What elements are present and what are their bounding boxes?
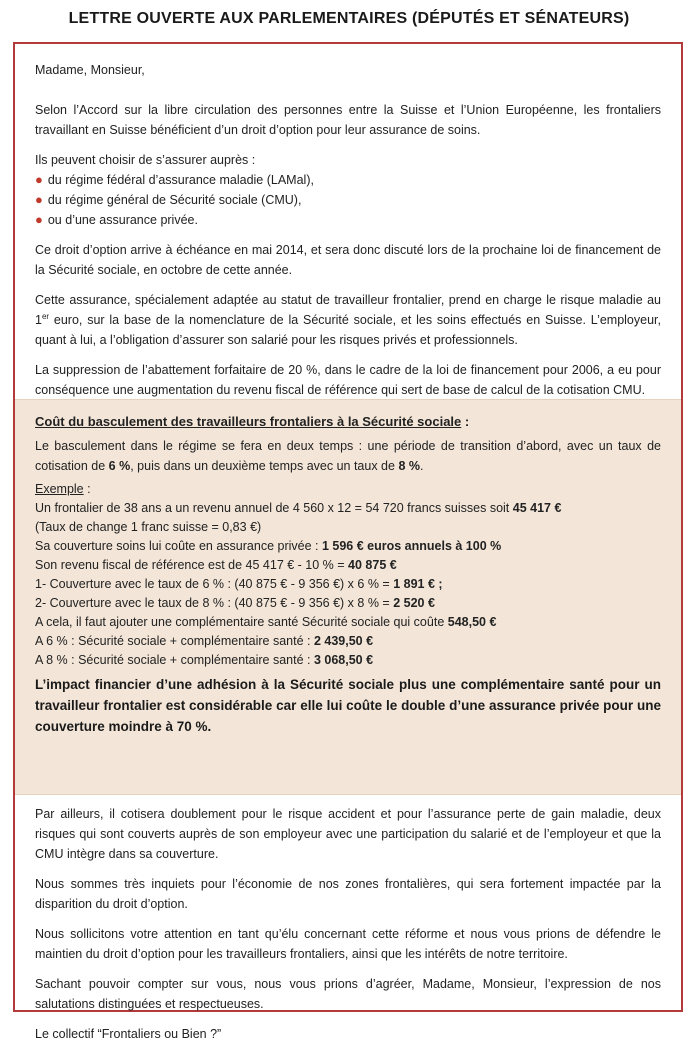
closing-paragraph-1: Par ailleurs, il cotisera doublement pour le risque accident et pour l’assurance perte de gain maladie, deux risques qui sont couverts auprès de son employeur avec une participation du salarié et de l’employeur et que la CMU intègre dans sa couverture.: [35, 807, 661, 861]
intro-paragraph-2: Ce droit d’option arrive à échéance en mai 2014, et sera donc discuté lors de la prochaine loi de financement de la Sécurité sociale, en octobre de cette année.: [35, 243, 661, 277]
example-line: Un frontalier de 38 ans a un revenu annuel de 4 560 x 12 = 54 720 francs suisses soit 45 417 €: [35, 501, 562, 515]
example-line: (Taux de change 1 franc suisse = 0,83 €): [35, 520, 262, 534]
bullet-icon: ●: [35, 172, 43, 187]
example-line: Sa couverture soins lui coûte en assurance privée : 1 596 € euros annuels à 100 %: [35, 539, 502, 553]
signature: Le collectif “Frontaliers ou Bien ?”: [35, 1027, 222, 1041]
options-list: [35, 170, 661, 230]
closing-paragraph-2: Nous sommes très inquiets pour l’économie de nos zones frontalières, qui sera fortement impactée par la disparition du droit d’option.: [35, 877, 661, 911]
intro-paragraph-3: Cette assurance, spécialement adaptée au statut de travailleur frontalier, prend en charge le risque maladie au 1er euro, sur la base de la nomenclature de la Sécurité sociale, et les soins effectués en Suisse. L’employeur, quant à lui, a l’obligation d’assurer son salarié pour les risques privés et professionnels.: [35, 293, 661, 347]
closing-paragraph-4: Sachant pouvoir compter sur vous, nous vous prions d’agréer, Madame, Monsieur, l’expression de nos salutations distinguées et respectueuses.: [35, 977, 661, 1011]
list-item: ● du régime général de Sécurité sociale (CMU),: [35, 192, 302, 207]
salutation: Madame, Monsieur,: [35, 63, 145, 77]
bullet-icon: ●: [35, 192, 43, 207]
intro-section: [15, 44, 681, 400]
closing-paragraph-3: Nous sollicitons votre attention en tant qu’élu concernant cette réforme et nous vous prions de défendre le maintien du droit d’option pour les travailleurs frontaliers, ainsi que les intérêts de notre territoire.: [35, 927, 661, 961]
example-line: 2- Couverture avec le taux de 8 % : (40 875 € - 9 356 €) x 8 % = 2 520 €: [35, 596, 435, 610]
example-line: Son revenu fiscal de référence est de 45 417 € - 10 % = 40 875 €: [35, 558, 397, 572]
example-line: A cela, il faut ajouter une complémentaire santé Sécurité sociale qui coûte 548,50 €: [35, 615, 497, 629]
intro-paragraph-4: La suppression de l’abattement forfaitaire de 20 %, dans le cadre de la loi de financement pour 2006, a eu pour conséquence une augmentation du revenu fiscal de référence qui sert de base de calcul de la cotisation CMU.: [35, 363, 661, 397]
letter-frame: [13, 42, 683, 1041]
cost-section: [15, 399, 681, 795]
list-item: ● du régime fédéral d’assurance maladie (LAMal),: [35, 172, 314, 187]
cost-conclusion: L’impact financier d’une adhésion à la Sécurité sociale plus une complémentaire santé pour un travailleur frontalier est considérable car elle lui coûte le double d’une assurance privée pour une couverture moindre à 70 %.: [35, 677, 661, 734]
example-line: A 8 % : Sécurité sociale + complémentaire santé : 3 068,50 €: [35, 653, 374, 667]
intro-paragraph-1: Selon l’Accord sur la libre circulation des personnes entre la Suisse et l’Union Européenne, les frontaliers travaillant en Suisse bénéficient d’un droit d’option pour leur assurance de soins.: [35, 103, 661, 137]
cost-heading: Coût du basculement des travailleurs frontaliers à la Sécurité sociale :: [35, 414, 470, 429]
options-intro: Ils peuvent choisir de s’assurer auprès :: [35, 153, 256, 167]
list-item: ● ou d’une assurance privée.: [35, 212, 198, 227]
example-label: Exemple :: [35, 482, 91, 496]
example-line: 1- Couverture avec le taux de 6 % : (40 875 € - 9 356 €) x 6 % = 1 891 € ;: [35, 577, 443, 591]
bullet-icon: ●: [35, 212, 43, 227]
example-line: A 6 % : Sécurité sociale + complémentaire santé : 2 439,50 €: [35, 634, 374, 648]
page-title: LETTRE OUVERTE AUX PARLEMENTAIRES (DÉPUTÉS ET SÉNATEURS): [68, 10, 630, 27]
cost-paragraph: Le basculement dans le régime se fera en deux temps : une période de transition d’abord, avec un taux de cotisation de 6 %, puis dans un deuxième temps avec un taux de 8 %.: [35, 439, 661, 473]
closing-section: [15, 804, 681, 1044]
